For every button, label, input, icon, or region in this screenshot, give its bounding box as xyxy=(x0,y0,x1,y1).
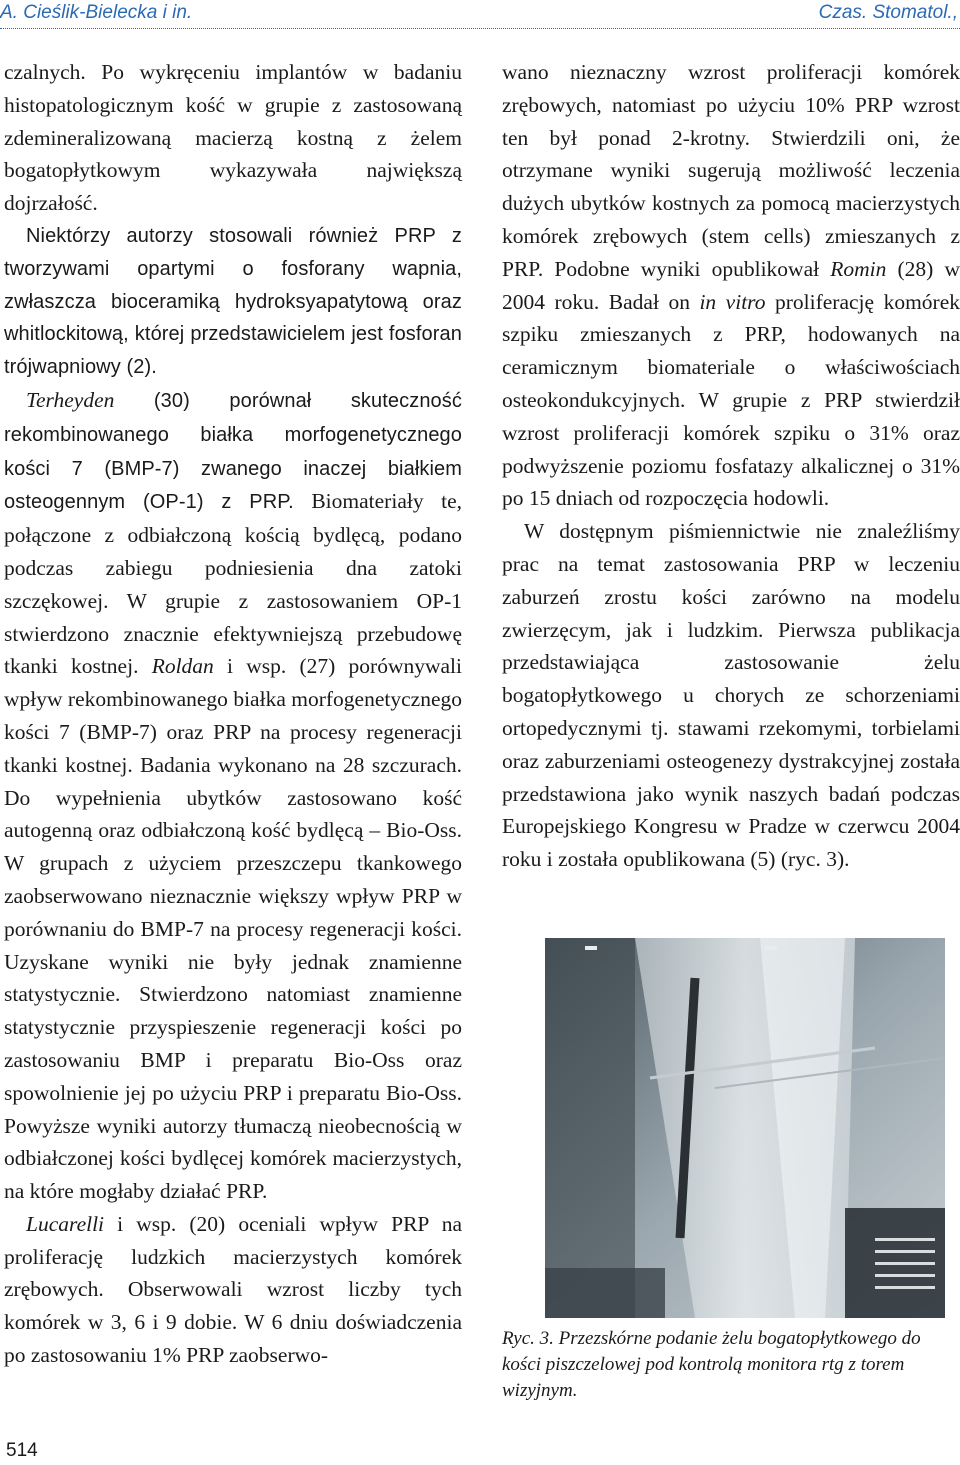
header-authors: A. Cieślik-Bielecka i in. xyxy=(0,2,193,23)
right-column xyxy=(502,56,960,876)
author-name: Lucarelli xyxy=(26,1211,105,1236)
author-name: Terheyden xyxy=(26,387,115,412)
xray-image xyxy=(545,938,945,1318)
running-header xyxy=(0,0,960,30)
author-name: Romin xyxy=(830,256,887,281)
paragraph: W dostępnym piśmiennictwie nie znaleźliśmy prac na temat zastosowania PRP w leczeniu zaburzeń zrostu kości zarówno na modelu zwierzęcym, jak i ludzkim. Pierwsza publikacja przedstawiająca zastosowanie żelu bogatopłytkowego u chorych ze schorzeniami ortopedycznymi tj. stawami rzekomymi, torbielami oraz zaburzeniami osteogenezy dystrakcyjnej została przedstawiona jako wynik naszych badań podczas Europejskiego Kongresu w Pradze w czerwcu 2004 roku i została opublikowana (5) (ryc. 3). xyxy=(502,519,960,872)
header-rule xyxy=(0,28,960,29)
paragraph: Terheyden (30) porównał skuteczność rekombinowanego białka morfogenetycznego kości 7 (BMP-7) zwanego inaczej białkiem osteogennym (OP-1) z PRP. Biomateriały te, połączone z odbiałczoną kością bydlęcą, podano podczas zabiegu podniesienia dna zatoki szczękowej. W grupie z zastosowaniem OP-1 stwierdzono znacznie efektywniejszą przebudowę tkanki kostnej. Roldan i wsp. (27) porównywali wpływ rekombinowanego białka morfogenetycznego kości 7 (BMP-7) oraz PRP na procesy regeneracji tkanki kostnej. Badania wykonano na 28 szczurach. Do wypełnienia ubytków zastosowano kość autogenną oraz odbiałczoną kość bydlęcą – Bio-Oss. W grupach z użyciem przeszczepu tkankowego zaobserwowano nieznacznie większy wpływ PRP w porównaniu do BMP-7 na procesy regeneracji kości. Uzyskane wyniki nie były jednak znamienne statystycznie. Stwierdzono natomiast znamienne statystycznie przyspieszenie regeneracji kości po zastosowaniu BMP i preparatu Bio-Oss oraz spowolnienie jej po użyciu PRP i preparatu Bio-Oss. Powyższe wyniki autorzy tłumaczą nieobecnością w odbiałczonej kości bydlęcej komórek macierzystych, na które mogłaby działać PRP. xyxy=(4,387,462,1204)
page-number: 514 xyxy=(6,1440,38,1461)
left-column xyxy=(4,56,462,1372)
paragraph: czalnych. Po wykręceniu implantów w badaniu histopatologicznym kość w grupie z zastosowaną zdemineralizowaną macierzą kostną z żelem bogatopłytkowym wykazywała największą dojrzałość. xyxy=(4,60,462,216)
paragraph: Lucarelli i wsp. (20) oceniali wpływ PRP na proliferację ludzkich macierzystych komórek zrębowych. Obserwowali wzrost liczby tych komórek w 3, 6 i 9 dobie. W 6 dniu doświadczenia po zastosowaniu 1% PRP zaobserwo- xyxy=(4,1211,462,1368)
header-journal: Czas. Stomatol., xyxy=(818,2,958,23)
author-name: Roldan xyxy=(151,654,214,679)
figure-caption: Ryc. 3. Przezskórne podanie żelu bogatopłytkowego do kości piszczelowej pod kontrolą monitora rtg z torem wizyjnym. xyxy=(502,1328,921,1401)
latin-term: in vitro xyxy=(699,289,766,314)
paragraph: wano nieznaczny wzrost proliferacji komórek zrębowych, natomiast po użyciu 10% PRP wzrost ten był ponad 2-krotny. Stwierdzili oni, że otrzymane wyniki sugerują możliwość leczenia dużych ubytków kostnych za pomocą macierzystych komórek zrębowych (stem cells) zmieszanych z PRP. Podobne wyniki opublikował Romin (28) w 2004 roku. Badał on in vitro proliferację komórek szpiku zmieszanych z PRP, hodowanych na ceramicznym biomateriale o właściwościach osteokondukcyjnych. W grupie z PRP stwierdził wzrost proliferacji komórek szpiku o 31% oraz podwyższenie poziomu fosfatazy alkalicznej o 31% po 15 dniach od rozpoczęcia hodowli. xyxy=(502,60,960,511)
paragraph: Niektórzy autorzy stosowali również PRP z tworzywami opartymi o fosforany wapnia, zwłaszcza bioceramiką hydroksyapatytową oraz whitlockitową, której przedstawicielem jest fosforan trójwapniowy (2). xyxy=(4,224,462,379)
xray-figure xyxy=(545,938,945,1318)
